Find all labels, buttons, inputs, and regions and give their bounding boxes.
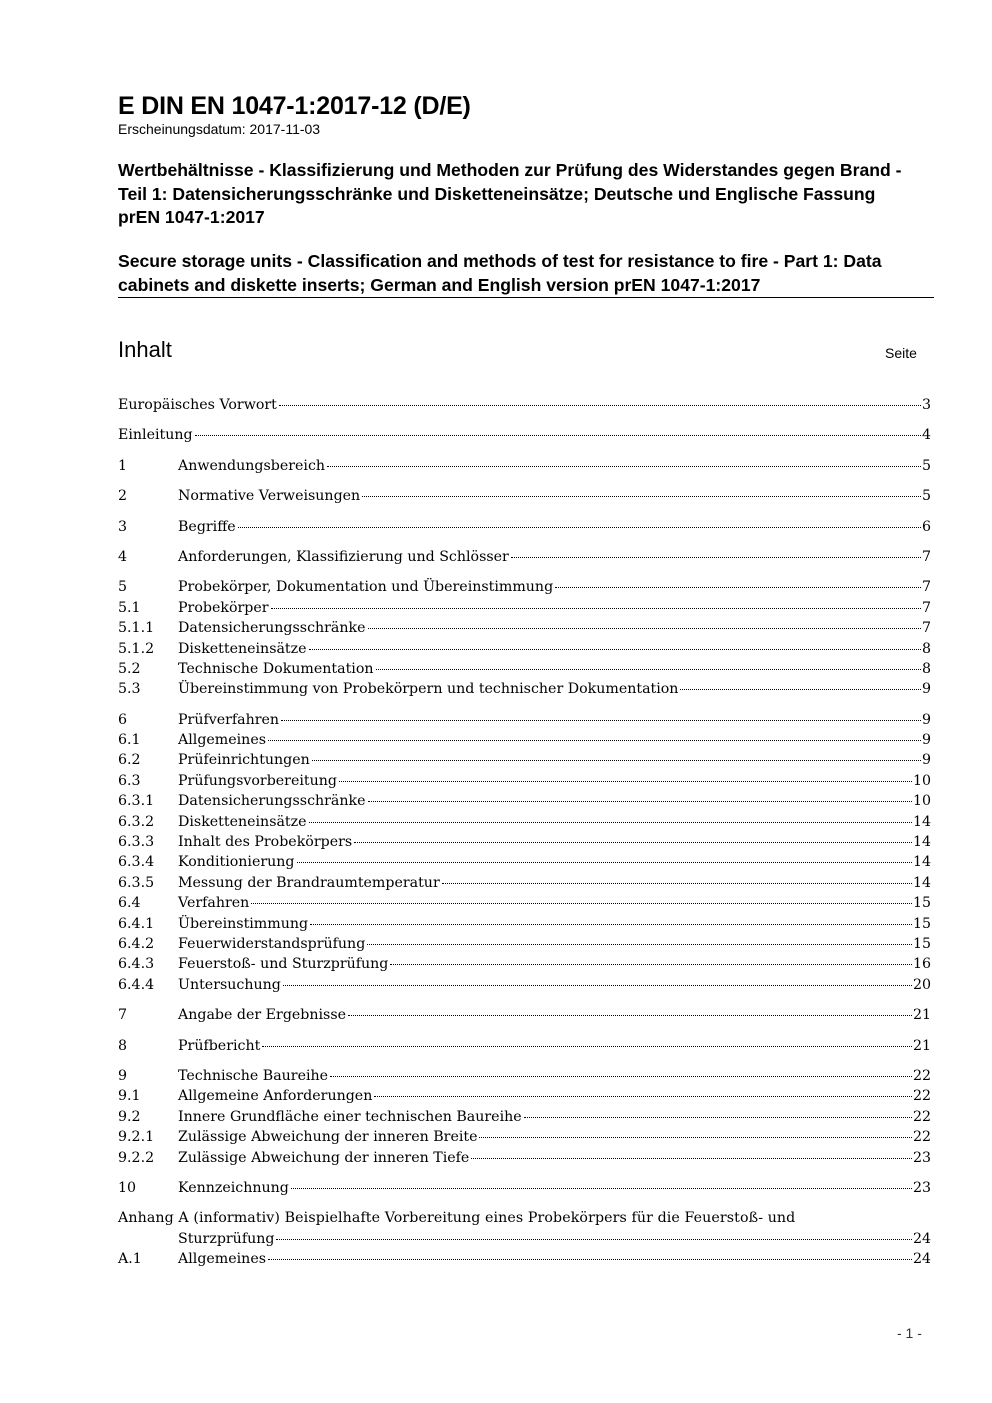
toc-entry[interactable] bbox=[118, 873, 931, 893]
toc-entry[interactable] bbox=[118, 456, 931, 476]
toc-annex-entry[interactable] bbox=[118, 1208, 931, 1228]
toc-leader bbox=[271, 608, 921, 609]
toc-entry-page: 6 bbox=[921, 518, 931, 535]
toc-entry-label: Europäisches Vorwort bbox=[118, 397, 277, 413]
toc-entry-label: Datensicherungsschränke bbox=[178, 793, 366, 810]
toc-entry-label: Verfahren bbox=[178, 895, 250, 912]
toc-entry[interactable] bbox=[118, 852, 931, 872]
toc-entry-label: Feuerwiderstandsprüfung bbox=[178, 935, 366, 952]
toc-entry-number: 7 bbox=[118, 1007, 128, 1024]
toc-leader bbox=[524, 1117, 912, 1118]
toc-entry-number: 6.4.3 bbox=[118, 956, 155, 973]
toc-entry[interactable] bbox=[118, 1066, 931, 1086]
toc-entry-number: 3 bbox=[118, 518, 128, 535]
toc-entry-page: 23 bbox=[912, 1149, 931, 1166]
toc-entry[interactable] bbox=[118, 659, 931, 679]
toc-entry-page: 16 bbox=[912, 956, 931, 973]
toc-entry-number: 6.3.4 bbox=[118, 854, 155, 871]
toc-entry-number: 6 bbox=[118, 711, 128, 728]
toc-entry-label: Technische Dokumentation bbox=[178, 660, 374, 677]
toc-leader bbox=[330, 1076, 912, 1077]
toc-leader bbox=[362, 496, 921, 497]
toc-entry-number: 6.4.1 bbox=[118, 915, 155, 932]
toc-entry-label: Disketteneinsätze bbox=[178, 640, 307, 657]
toc-annex-entry-continued[interactable] bbox=[118, 1229, 931, 1249]
toc-entry-page: 8 bbox=[921, 660, 931, 677]
toc-leader bbox=[374, 1096, 912, 1097]
toc-annex-label-continued: Sturzprüfung bbox=[178, 1230, 275, 1247]
toc-entry-label: Innere Grundfläche einer technischen Baureihe bbox=[178, 1108, 522, 1125]
toc-entry-number: 6.4 bbox=[118, 895, 141, 912]
toc-entry-label: Einleitung bbox=[118, 427, 193, 444]
toc-entry-label: Prüfverfahren bbox=[178, 711, 280, 728]
toc-leader bbox=[376, 669, 921, 670]
toc-entry-number: 10 bbox=[118, 1179, 137, 1196]
toc-entry[interactable] bbox=[118, 1005, 931, 1025]
toc-entry-number: 6.3.5 bbox=[118, 874, 155, 891]
toc-entry-page: 9 bbox=[921, 752, 931, 769]
toc-leader bbox=[195, 435, 921, 436]
toc-entry[interactable] bbox=[118, 954, 931, 974]
toc-entry[interactable] bbox=[118, 425, 931, 445]
toc-leader bbox=[327, 466, 921, 467]
toc-leader bbox=[354, 842, 912, 843]
toc-entry-page: 5 bbox=[921, 457, 931, 474]
toc-entry-label: Angabe der Ergebnisse bbox=[178, 1007, 347, 1024]
toc-entry-number: 6.4.4 bbox=[118, 976, 155, 993]
toc-entry-label: Disketteneinsätze bbox=[178, 813, 307, 830]
toc-entry-page: 24 bbox=[912, 1230, 931, 1247]
toc-leader bbox=[680, 689, 921, 690]
toc-entry-page: 9 bbox=[921, 711, 931, 728]
toc-entry-number: 6.3 bbox=[118, 772, 141, 789]
toc-entry-label: Untersuchung bbox=[178, 976, 281, 993]
toc-leader bbox=[511, 557, 921, 558]
toc-leader bbox=[348, 1015, 912, 1016]
toc-entry-label: Prüfbericht bbox=[178, 1037, 261, 1054]
toc-entry-page: 10 bbox=[912, 772, 931, 789]
toc-leader bbox=[368, 628, 921, 629]
toc-leader bbox=[555, 587, 921, 588]
toc-entry[interactable] bbox=[118, 1107, 931, 1127]
toc-leader bbox=[262, 1046, 912, 1047]
toc-entry[interactable] bbox=[118, 517, 931, 537]
toc-entry-page: 24 bbox=[912, 1251, 931, 1268]
toc-leader bbox=[339, 781, 912, 782]
toc-leader bbox=[283, 985, 912, 986]
toc-leader bbox=[390, 964, 912, 965]
title-rule bbox=[118, 297, 934, 298]
toc-leader bbox=[279, 405, 921, 406]
toc-entry-page: 4 bbox=[921, 427, 931, 444]
toc-entry-label: Allgemeines bbox=[178, 1251, 266, 1268]
toc-entry-number: 5.3 bbox=[118, 681, 141, 698]
toc-entry-page: 23 bbox=[912, 1179, 931, 1196]
toc-leader bbox=[297, 862, 912, 863]
toc-entry-label: Technische Baureihe bbox=[178, 1067, 329, 1084]
toc-leader bbox=[368, 801, 912, 802]
toc-entry[interactable] bbox=[118, 934, 931, 954]
toc-entry-label: Anwendungsbereich bbox=[178, 457, 326, 474]
toc-entry-label: Probekörper, Dokumentation und Übereinstimmung bbox=[178, 579, 554, 596]
toc-entry[interactable] bbox=[118, 791, 931, 811]
title-german: Wertbehältnisse - Klassifizierung und Methoden zur Prüfung des Widerstandes gegen Brand - Teil 1: Datensicherungsschränke und Disketteneinsätze; Deutsche und Englische Fassung prEN 1047-1:2017 bbox=[118, 160, 902, 228]
toc-entry-number: 9.2.1 bbox=[118, 1129, 155, 1146]
toc-entry-label: Zulässige Abweichung der inneren Tiefe bbox=[178, 1149, 470, 1166]
toc-entry-page: 22 bbox=[912, 1108, 931, 1125]
toc-entry-label: Allgemeine Anforderungen bbox=[178, 1088, 373, 1105]
toc-leader bbox=[268, 1259, 912, 1260]
publication-date: Erscheinungsdatum: 2017-11-03 bbox=[118, 121, 321, 137]
table-of-contents bbox=[118, 395, 931, 1269]
toc-entry[interactable] bbox=[118, 577, 931, 597]
toc-entry-page: 21 bbox=[912, 1037, 931, 1054]
toc-entry-label: Konditionierung bbox=[178, 854, 295, 871]
toc-entry-label: Feuerstoß- und Sturzprüfung bbox=[178, 956, 389, 973]
toc-entry-label: Probekörper bbox=[178, 599, 269, 616]
toc-entry[interactable] bbox=[118, 730, 931, 750]
toc-entry-label: Prüfungsvorbereitung bbox=[178, 772, 337, 789]
toc-entry-number: 9.2 bbox=[118, 1108, 141, 1125]
toc-entry-number: 9.1 bbox=[118, 1088, 141, 1105]
toc-entry[interactable] bbox=[118, 812, 931, 832]
page-number: - 1 - bbox=[897, 1325, 922, 1341]
toc-entry-number: 5.1.2 bbox=[118, 640, 155, 657]
toc-entry-page: 9 bbox=[921, 732, 931, 749]
toc-leader bbox=[238, 527, 921, 528]
toc-entry-label: Übereinstimmung bbox=[178, 915, 309, 932]
toc-entry[interactable] bbox=[118, 598, 931, 618]
toc-entry[interactable] bbox=[118, 1127, 931, 1147]
toc-leader bbox=[281, 720, 921, 721]
toc-entry-page: 22 bbox=[912, 1129, 931, 1146]
toc-entry-page: 15 bbox=[912, 895, 931, 912]
toc-title: Inhalt bbox=[118, 337, 172, 362]
toc-entry-page: 7 bbox=[921, 579, 931, 596]
toc-entry[interactable] bbox=[118, 1148, 931, 1168]
toc-entry-page: 22 bbox=[912, 1067, 931, 1084]
toc-entry[interactable] bbox=[118, 547, 931, 567]
toc-page-column-label: Seite bbox=[885, 345, 917, 361]
toc-entry[interactable] bbox=[118, 639, 931, 659]
toc-entry-number: 9 bbox=[118, 1067, 128, 1084]
toc-entry-page: 3 bbox=[921, 397, 931, 413]
toc-leader bbox=[310, 924, 912, 925]
toc-entry[interactable] bbox=[118, 1178, 931, 1198]
toc-entry[interactable] bbox=[118, 1249, 931, 1269]
toc-entry-label: Allgemeines bbox=[178, 732, 266, 749]
toc-entry[interactable] bbox=[118, 750, 931, 770]
toc-entry-label: Anforderungen, Klassifizierung und Schlösser bbox=[178, 548, 509, 565]
toc-leader bbox=[291, 1188, 912, 1189]
toc-entry[interactable] bbox=[118, 914, 931, 934]
toc-entry[interactable] bbox=[118, 893, 931, 913]
toc-entry-number: 1 bbox=[118, 457, 128, 474]
toc-entry-number: 6.1 bbox=[118, 732, 141, 749]
toc-entry-number: 2 bbox=[118, 488, 128, 505]
toc-entry-number: A.1 bbox=[118, 1251, 142, 1268]
toc-leader bbox=[479, 1137, 911, 1138]
toc-entry-number: 6.4.2 bbox=[118, 935, 155, 952]
toc-entry[interactable] bbox=[118, 1086, 931, 1106]
toc-entry-label: Inhalt des Probekörpers bbox=[178, 834, 353, 851]
toc-entry-page: 7 bbox=[921, 620, 931, 637]
toc-entry-page: 22 bbox=[912, 1088, 931, 1105]
toc-entry[interactable] bbox=[118, 486, 931, 506]
toc-entry-page: 20 bbox=[912, 976, 931, 993]
toc-entry-page: 14 bbox=[912, 874, 931, 891]
toc-entry-page: 21 bbox=[912, 1007, 931, 1024]
toc-leader bbox=[276, 1239, 912, 1240]
toc-entry-page: 14 bbox=[912, 854, 931, 871]
toc-entry[interactable] bbox=[118, 710, 931, 730]
toc-entry-label: Zulässige Abweichung der inneren Breite bbox=[178, 1129, 478, 1146]
toc-entry-number: 6.3.2 bbox=[118, 813, 155, 830]
toc-annex-label: Anhang A (informativ) Beispielhafte Vorbereitung eines Probekörpers für die Feuerstoß- und bbox=[118, 1210, 796, 1227]
toc-entry-number: 6.3.1 bbox=[118, 793, 155, 810]
toc-entry-page: 7 bbox=[921, 599, 931, 616]
toc-entry[interactable] bbox=[118, 832, 931, 852]
toc-entry[interactable] bbox=[118, 679, 931, 699]
document-id: E DIN EN 1047-1:2017-12 (D/E) bbox=[118, 92, 471, 120]
toc-entry-number: 5 bbox=[118, 579, 128, 596]
toc-entry-number: 8 bbox=[118, 1037, 128, 1054]
toc-leader bbox=[251, 903, 912, 904]
toc-entry-page: 14 bbox=[912, 834, 931, 851]
toc-entry-page: 8 bbox=[921, 640, 931, 657]
toc-entry[interactable] bbox=[118, 618, 931, 638]
toc-leader bbox=[471, 1158, 912, 1159]
toc-entry-number: 6.3.3 bbox=[118, 834, 155, 851]
toc-entry[interactable] bbox=[118, 771, 931, 791]
toc-entry[interactable] bbox=[118, 1036, 931, 1056]
toc-entry-number: 5.2 bbox=[118, 660, 141, 677]
toc-entry-page: 15 bbox=[912, 935, 931, 952]
toc-entry[interactable] bbox=[118, 975, 931, 995]
toc-entry-label: Messung der Brandraumtemperatur bbox=[178, 874, 440, 891]
toc-entry-page: 10 bbox=[912, 793, 931, 810]
toc-entry-page: 5 bbox=[921, 488, 931, 505]
toc-entry-number: 5.1 bbox=[118, 599, 141, 616]
toc-entry-label: Datensicherungsschränke bbox=[178, 620, 366, 637]
toc-leader bbox=[442, 883, 912, 884]
toc-entry-label: Übereinstimmung von Probekörpern und technischer Dokumentation bbox=[178, 681, 679, 698]
toc-entry-label: Normative Verweisungen bbox=[178, 488, 361, 505]
toc-entry-label: Kennzeichnung bbox=[178, 1179, 289, 1196]
toc-leader bbox=[268, 740, 921, 741]
toc-leader bbox=[312, 760, 921, 761]
toc-entry-number: 6.2 bbox=[118, 752, 141, 769]
toc-entry-page: 14 bbox=[912, 813, 931, 830]
toc-entry-label: Prüfeinrichtungen bbox=[178, 752, 310, 769]
toc-entry-number: 5.1.1 bbox=[118, 620, 155, 637]
toc-leader bbox=[367, 944, 912, 945]
toc-leader bbox=[309, 649, 921, 650]
toc-entry-label: Begriffe bbox=[178, 518, 236, 535]
toc-entry[interactable] bbox=[118, 395, 931, 415]
toc-entry-number: 4 bbox=[118, 548, 128, 565]
toc-leader bbox=[309, 822, 912, 823]
toc-entry-page: 9 bbox=[921, 681, 931, 698]
toc-entry-number: 9.2.2 bbox=[118, 1149, 155, 1166]
title-english: Secure storage units - Classification and methods of test for resistance to fire - Part 1: Data cabinets and diskette inserts; German and English version prEN 1047-1:2017 bbox=[118, 251, 882, 295]
toc-entry-page: 15 bbox=[912, 915, 931, 932]
toc-entry-page: 7 bbox=[921, 548, 931, 565]
